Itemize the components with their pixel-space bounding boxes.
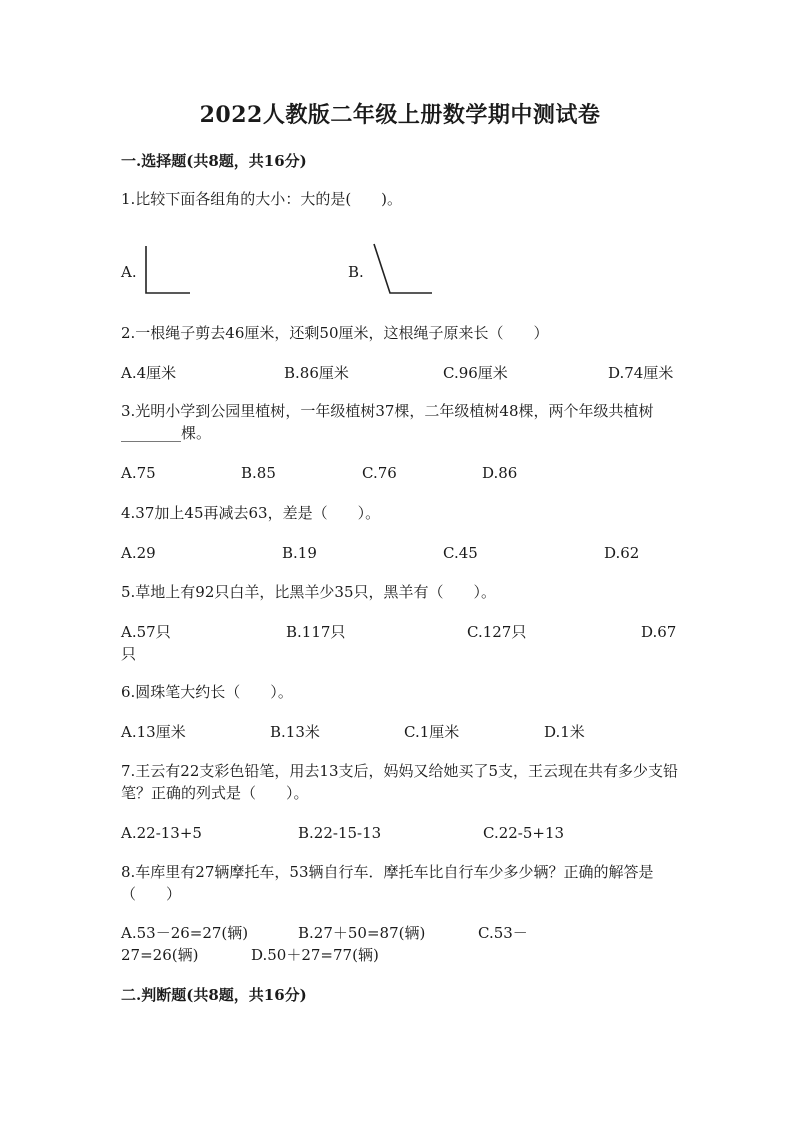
question-7: 7.王云有22支彩色铅笔，用去13支后，妈妈又给她买了5支，王云现在共有多少支铅笔？正确的列式是（ ）。 — [121, 762, 679, 802]
question-7-option-b[interactable]: B.22-15-13 — [298, 824, 382, 842]
question-5-option-d-wrap: 只 — [121, 645, 137, 663]
question-4: 4.37加上45再减去63，差是（ ）。 — [121, 504, 381, 522]
question-7-option-c[interactable]: C.22-5+13 — [483, 824, 565, 842]
question-8-option-c[interactable]: C.53－ — [478, 924, 528, 942]
question-8-option-b[interactable]: B.27＋50=87(辆) — [298, 924, 426, 942]
question-3-option-c[interactable]: C.76 — [362, 464, 397, 482]
question-2-option-b[interactable]: B.86厘米 — [284, 364, 349, 382]
question-1-option-a[interactable]: A. — [121, 263, 137, 281]
question-6-option-a[interactable]: A.13厘米 — [121, 723, 186, 741]
question-5: 5.草地上有92只白羊，比黑羊少35只，黑羊有（ ）。 — [121, 583, 496, 601]
question-6-option-b[interactable]: B.13米 — [270, 723, 320, 741]
question-3-option-d[interactable]: D.86 — [482, 464, 518, 482]
section-heading-choice: 一.选择题(共8题，共16分) — [121, 152, 307, 170]
question-3: 3.光明小学到公园里植树，一年级植树37棵，二年级植树48棵，两个年级共植树________棵。 — [121, 402, 654, 442]
angle-a-figure — [140, 244, 196, 300]
question-3-option-b[interactable]: B.85 — [241, 464, 276, 482]
question-4-option-c[interactable]: C.45 — [443, 544, 478, 562]
question-2-option-c[interactable]: C.96厘米 — [443, 364, 508, 382]
question-7-option-a[interactable]: A.22-13+5 — [121, 824, 202, 842]
question-8: 8.车库里有27辆摩托车，53辆自行车．摩托车比自行车少多少辆？正确的解答是（ ） — [121, 863, 654, 903]
question-3-option-a[interactable]: A.75 — [121, 464, 156, 482]
question-5-option-a[interactable]: A.57只 — [121, 623, 171, 641]
question-8-option-d[interactable]: D.50＋27=77(辆) — [251, 946, 379, 964]
question-6-option-c[interactable]: C.1厘米 — [404, 723, 460, 741]
question-5-option-c[interactable]: C.127只 — [467, 623, 527, 641]
question-5-option-d[interactable]: D.67 — [641, 623, 677, 641]
question-2-option-d[interactable]: D.74厘米 — [608, 364, 674, 382]
question-4-option-a[interactable]: A.29 — [121, 544, 156, 562]
question-4-option-b[interactable]: B.19 — [282, 544, 317, 562]
section-heading-judgment: 二.判断题(共8题，共16分) — [121, 986, 307, 1004]
question-6-option-d[interactable]: D.1米 — [544, 723, 585, 741]
question-2-option-a[interactable]: A.4厘米 — [121, 364, 177, 382]
angle-b-figure — [370, 242, 436, 300]
question-4-option-d[interactable]: D.62 — [604, 544, 640, 562]
question-8-option-a[interactable]: A.53－26=27(辆) — [121, 924, 249, 942]
question-6: 6.圆珠笔大约长（ ）。 — [121, 683, 293, 701]
question-1: 1.比较下面各组角的大小：大的是( )。 — [121, 190, 403, 208]
question-5-option-b[interactable]: B.117只 — [286, 623, 346, 641]
page-title: 2022人教版二年级上册数学期中测试卷 — [199, 102, 601, 128]
question-8-option-c-wrap: 27=26(辆) — [121, 946, 199, 964]
question-2: 2.一根绳子剪去46厘米，还剩50厘米，这根绳子原来长（ ） — [121, 324, 549, 342]
question-1-option-b[interactable]: B. — [348, 263, 364, 281]
